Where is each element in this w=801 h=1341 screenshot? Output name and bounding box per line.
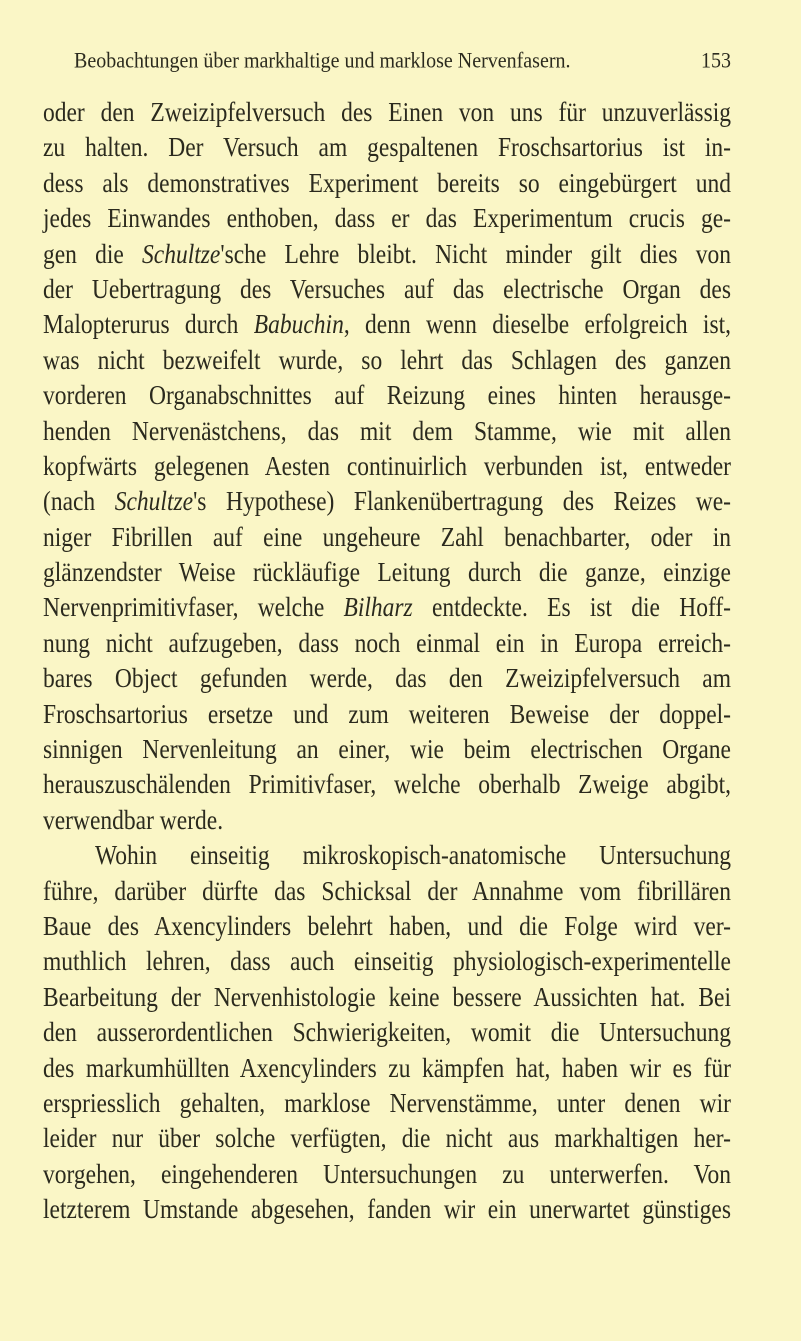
text-segment: vorgehen, eingehenderen Untersuchungen zu unterwerfen. Von <box>43 1159 731 1190</box>
text-segment: , denn wenn dieselbe erfolgreich ist, <box>343 310 731 341</box>
text-segment: verwendbar werde. <box>43 805 224 836</box>
text-segment: 's Hypothese) Flankenübertragung des Reizes we- <box>193 487 732 518</box>
text-segment: muthlich lehren, dass auch einseitig physiologisch-experimentelle <box>43 947 731 978</box>
text-line <box>43 837 731 878</box>
text-segment: nung nicht aufzugeben, dass noch einmal ein in Europa erreich- <box>43 628 731 659</box>
italic-name: Bilharz <box>343 593 413 624</box>
text-segment: Froschsartorius ersetze und zum weiteren Beweise der doppel- <box>43 699 731 730</box>
text-segment: leider nur über solche verfügten, die nicht aus markhaltigen her- <box>43 1124 731 1155</box>
text-segment: zu halten. Der Versuch am gespaltenen Froschsartorius ist in- <box>43 133 731 164</box>
text-line <box>43 943 731 984</box>
text-segment: Bearbeitung der Nervenhistologie keine bessere Aussichten hat. Bei <box>43 982 731 1013</box>
text-segment: sinnigen Nervenleitung an einer, wie beim electrischen Organe <box>43 734 731 765</box>
text-segment: Malopterurus durch <box>43 310 254 341</box>
text-segment: (nach <box>43 487 115 518</box>
running-title: Beobachtungen über markhaltige und marklose Nervenfasern. <box>74 48 571 73</box>
text-line <box>43 306 731 347</box>
body-text <box>43 96 731 1229</box>
text-segment: niger Fibrillen auf eine ungeheure Zahl benachbarter, oder in <box>43 522 731 553</box>
text-segment: glänzendster Weise rückläufige Leitung durch die ganze, einzige <box>43 558 731 588</box>
text-segment: henden Nervenästchens, das mit dem Stamme, wie mit allen <box>43 416 731 447</box>
page-number: 153 <box>701 48 731 73</box>
text-line <box>43 200 731 241</box>
text-segment: dess als demonstratives Experiment bereits so eingebürgert und <box>43 168 731 199</box>
text-segment: herauszuschälenden Primitivfaser, welche oberhalb Zweige abgibt, <box>43 770 731 801</box>
text-segment: 'sche Lehre bleibt. Nicht minder gilt dies von <box>220 239 732 270</box>
text-segment: des markumhüllten Axencylinders zu kämpfen hat, haben wir es für <box>43 1053 731 1084</box>
text-line <box>43 660 731 701</box>
text-segment: vorderen Organabschnittes auf Reizung eines hinten herausge- <box>43 381 731 411</box>
text-line <box>43 1014 731 1055</box>
text-segment: Wohin einseitig mikroskopisch-anatomische Untersuchung <box>95 841 731 872</box>
italic-name: Schultze <box>142 239 221 270</box>
text-segment: bares Object gefunden werde, das den Zweizipfelversuch am <box>43 664 731 695</box>
text-line <box>43 1190 731 1231</box>
text-segment: führe, darüber dürfte das Schicksal der Annahme vom fibrillären <box>43 876 731 907</box>
text-segment: Nervenprimitivfaser, welche <box>43 593 344 624</box>
text-segment: den ausserordentlichen Schwierigkeiten, womit die Untersuchung <box>43 1018 731 1049</box>
text-segment: oder den Zweizipfelversuch des Einen von uns für unzuverlässig <box>43 97 731 128</box>
italic-name: Schultze <box>114 487 194 518</box>
text-line <box>43 129 731 170</box>
text-line <box>43 376 731 417</box>
text-segment: gen die <box>43 239 143 270</box>
text-segment: Baue des Axencylinders belehrt haben, und die Folge wird ver- <box>43 911 731 942</box>
italic-name: Babuchin <box>253 310 344 341</box>
text-line <box>43 1120 731 1161</box>
text-segment: was nicht bezweifelt wurde, so lehrt das Schlagen des ganzen <box>43 345 731 376</box>
text-segment: entdeckte. Es ist die Hoff- <box>412 593 732 624</box>
text-segment: jedes Einwandes enthoben, dass er das Experimentum crucis ge- <box>43 204 731 235</box>
text-segment: letzterem Umstande abgesehen, fanden wir ein unerwartet günstiges <box>43 1195 731 1225</box>
text-segment: der Uebertragung des Versuches auf das electrische Organ des <box>43 274 731 305</box>
text-line <box>43 483 731 524</box>
text-segment: erspriesslich gehalten, marklose Nervenstämme, unter denen wir <box>43 1088 731 1119</box>
text-segment: kopfwärts gelegenen Aesten continuirlich verbunden ist, entweder <box>43 451 731 482</box>
running-header <box>74 44 731 78</box>
